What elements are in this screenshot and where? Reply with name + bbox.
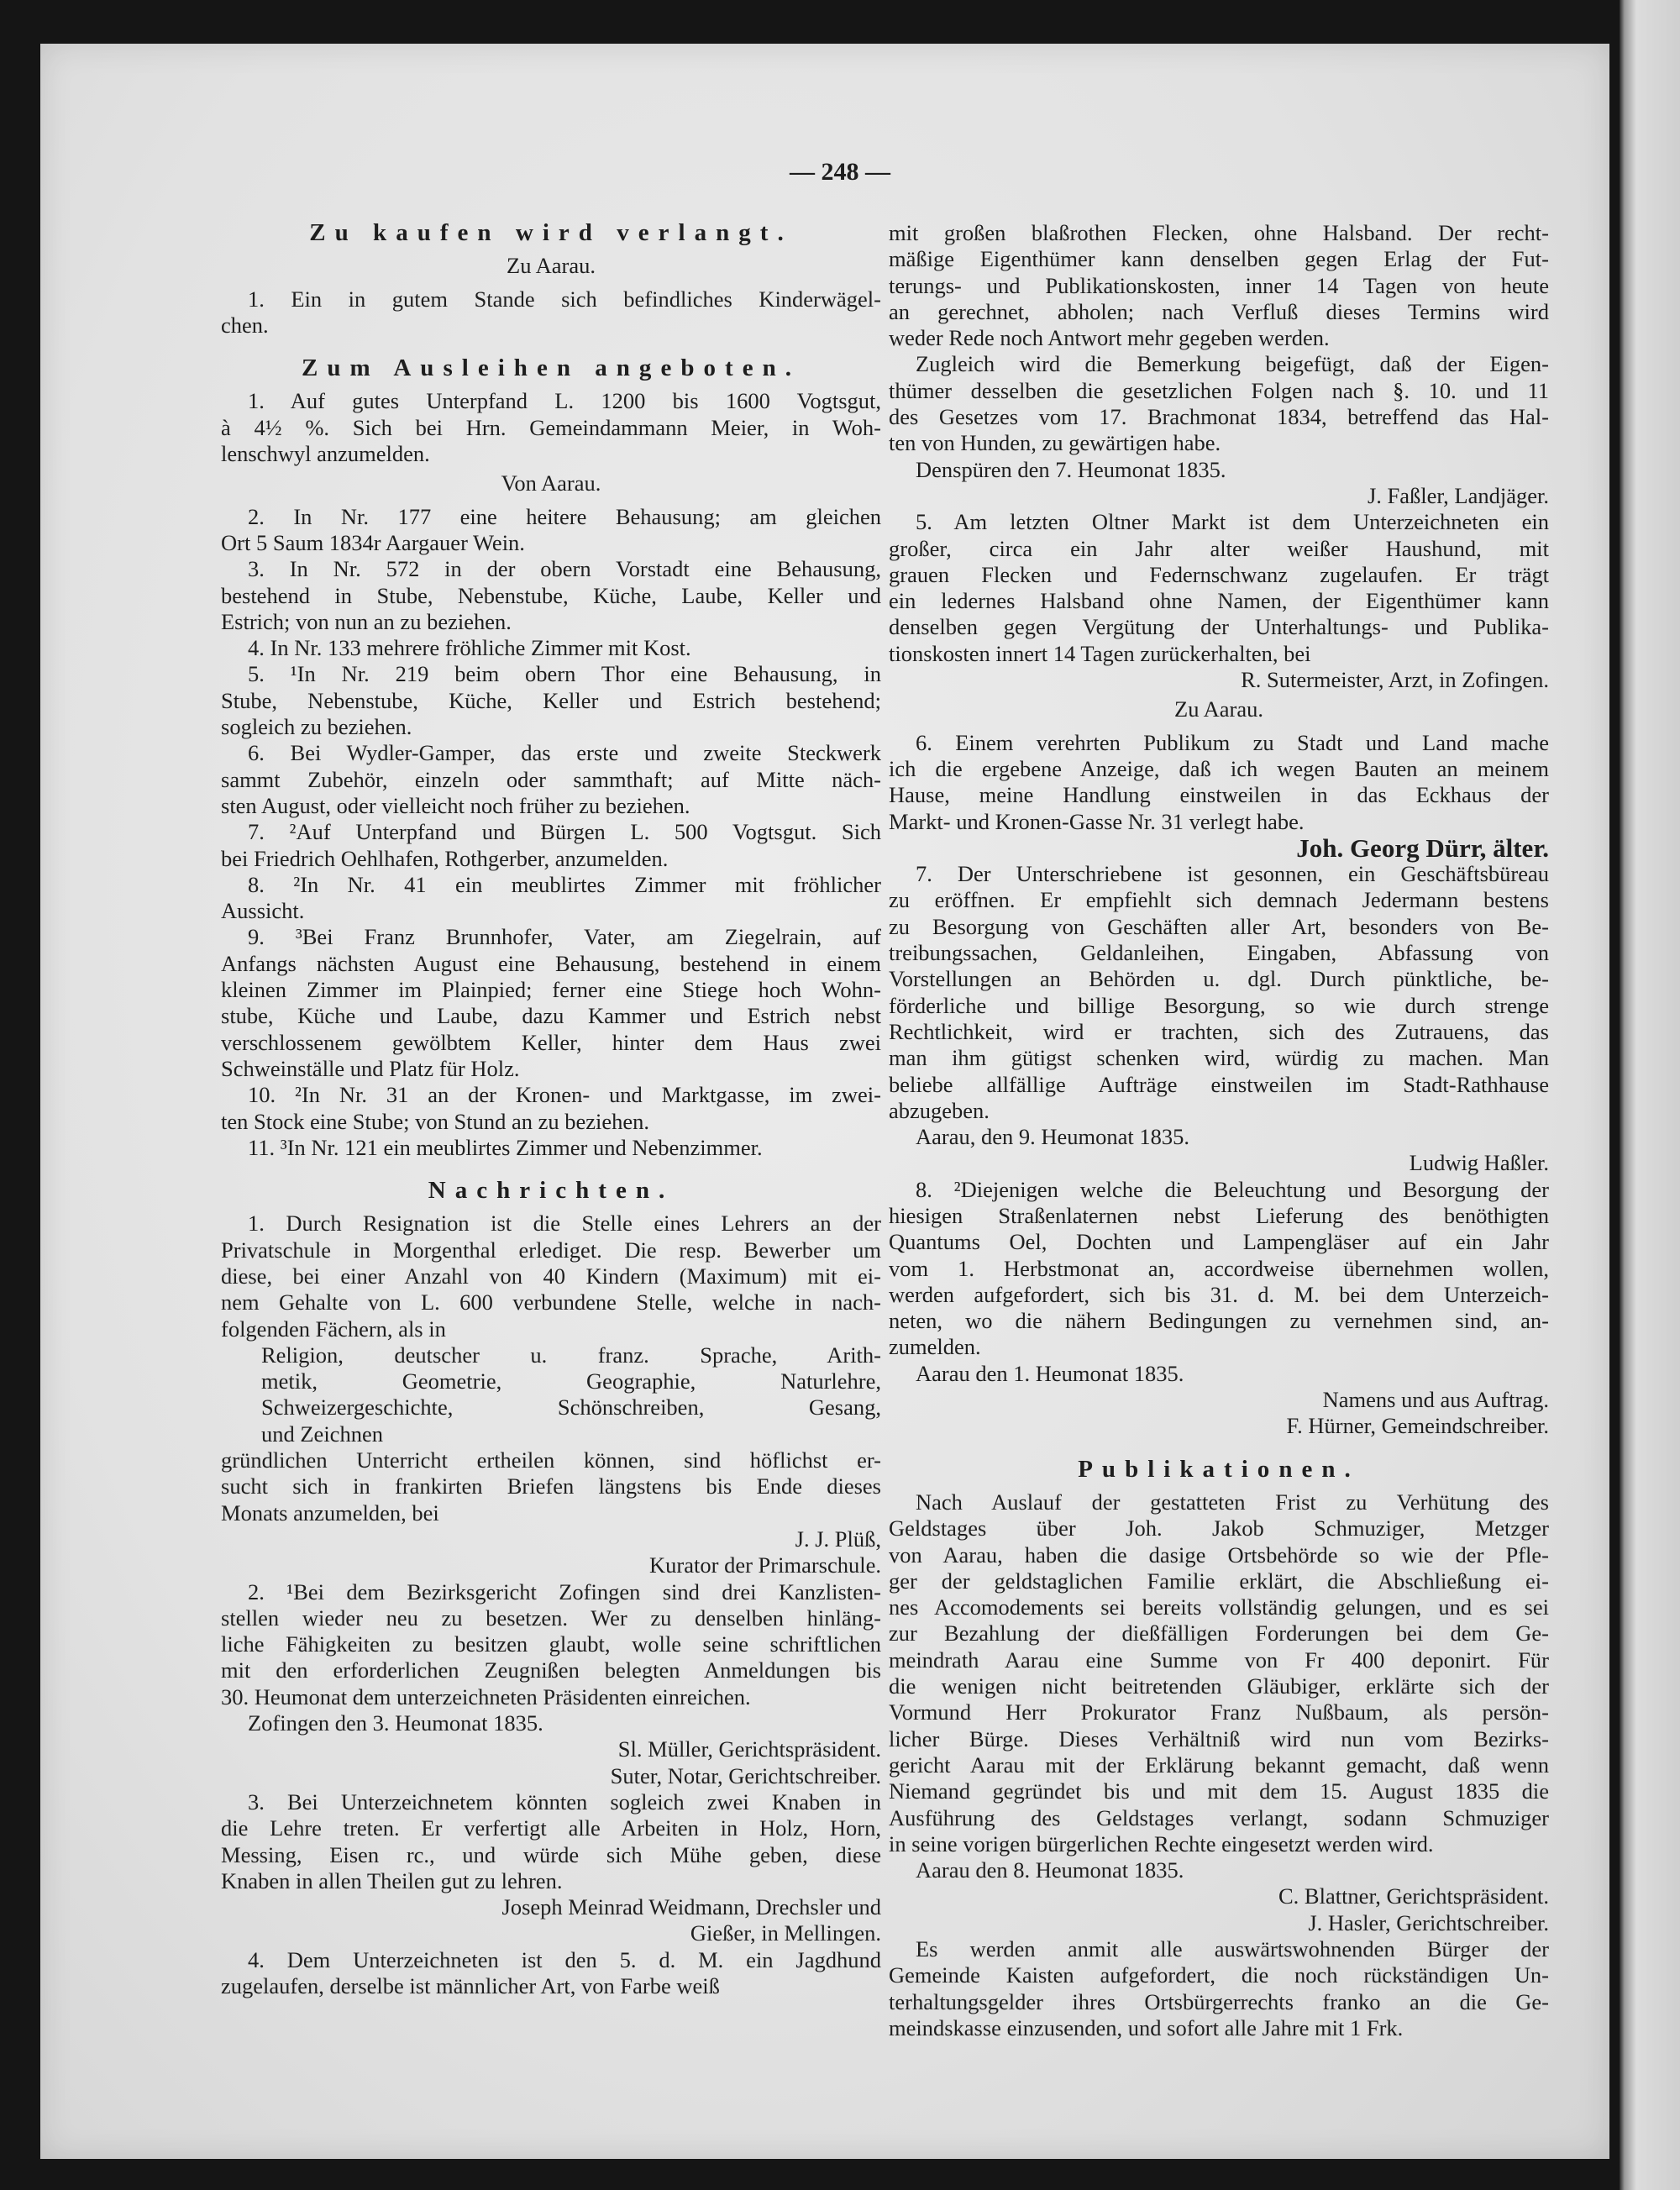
text-line: Vorstellungen an Behörden u. dgl. Durch pünktliche, be- — [889, 966, 1549, 992]
text-line: Monats anzumelden, bei — [221, 1499, 439, 1526]
text-line: 1. Durch Resignation ist die Stelle eines Lehrers an der — [248, 1211, 881, 1237]
text-line: metik, Geometrie, Geographie, Naturlehre, — [261, 1368, 881, 1394]
text-line: Quantums Oel, Dochten und Lampengläser auf ein Jahr — [889, 1229, 1549, 1255]
paragraph — [889, 509, 1549, 667]
text-line: mit großen blaßrothen Flecken, ohne Halsband. Der recht- — [889, 220, 1549, 245]
paragraph — [221, 556, 881, 635]
text-line: Es werden anmit alle auswärtswohnenden Bürger der — [916, 1936, 1549, 1962]
sig — [221, 1894, 881, 1947]
paragraph — [889, 861, 1549, 1124]
text-line: ein ledernes Halsband ohne Namen, der Eigenthümer kann — [889, 588, 1549, 614]
heading — [221, 355, 881, 381]
text-line: Ausführung des Geldstages verlangt, sodann Schmuziger — [889, 1804, 1549, 1830]
heading — [221, 1178, 881, 1204]
text-line: Gemeinde Kaisten aufgefordert, die noch rückständigen Un- — [889, 1962, 1549, 1988]
text-line: Religion, deutscher u. franz. Sprache, Arith- — [261, 1342, 881, 1368]
sig — [889, 667, 1549, 693]
text-line: denselben gegen Vergütung der Unterhaltungs- und Publika- — [889, 614, 1549, 640]
text-line: Ludwig Haßler. — [1409, 1150, 1549, 1176]
text-line: 6. Einem verehrten Publikum zu Stadt und Land mache — [916, 729, 1549, 755]
text-line: zugelaufen, derselbe ist männlicher Art, von Farbe weiß — [221, 1973, 720, 1998]
text-line: 9. ³Bei Franz Brunnhofer, Vater, am Ziegelrain, auf — [248, 924, 881, 950]
text-line: Gießer, in Mellingen. — [690, 1920, 881, 1946]
text-line: 5. Am letzten Oltner Markt ist dem Unterzeichneten ein — [916, 509, 1549, 535]
text-line: nes Accomodements sei bereits vollständig gelungen, und es sei — [889, 1594, 1549, 1620]
text-line: Niemand gegründet bis und mit dem 15. August 1835 die — [889, 1778, 1549, 1804]
text-line: sammt Zubehör, einzeln oder sammthaft; auf Mitte näch- — [221, 766, 881, 792]
text-line: man ihm gütigst schenken wird, würdig zu machen. Man — [889, 1045, 1549, 1071]
sigbig — [889, 832, 1549, 863]
indent — [221, 1342, 881, 1447]
text-line: Knaben in allen Theilen gut zu lehren. — [221, 1867, 563, 1893]
text-line: 1. Auf gutes Unterpfand L. 1200 bis 1600 Vogtsgut, — [248, 388, 881, 414]
text-line: Anfangs nächsten August eine Behausung, bestehend in einem — [221, 950, 881, 976]
text-line: Aarau den 1. Heumonat 1835. — [916, 1360, 1184, 1386]
text-line: 2. ¹Bei dem Bezirksgericht Zofingen sind drei Kanzlisten- — [248, 1578, 881, 1604]
text-line: Aarau, den 9. Heumonat 1835. — [916, 1124, 1190, 1150]
text-line: Markt- und Kronen-Gasse Nr. 31 verlegt habe. — [889, 808, 1305, 834]
text-line: Schweizergeschichte, Schönschreiben, Gesang, — [261, 1394, 881, 1421]
text-line: terungs- und Publikationskosten, inner 14 Tagen von heute — [889, 272, 1549, 298]
text-line: R. Sutermeister, Arzt, in Zofingen. — [1241, 667, 1549, 693]
text-line: sten August, oder vielleicht noch früher zu beziehen. — [221, 792, 690, 818]
date — [889, 457, 1549, 483]
text-line: bei Friedrich Oehlhafen, Rothgerber, anzumelden. — [221, 845, 669, 871]
text-line: tionskosten innert 14 Tagen zurückerhalten, bei — [889, 640, 1311, 666]
text-line: Zum Ausleihen angeboten. — [301, 354, 801, 382]
text-line: von Aarau, haben die dasige Ortsbehörde so wie der Pfle- — [889, 1541, 1549, 1568]
sig — [221, 1526, 881, 1579]
date — [889, 1361, 1549, 1387]
paragraph — [889, 1936, 1549, 2041]
text-line: Denspüren den 7. Heumonat 1835. — [916, 456, 1226, 482]
text-line: weder Rede noch Antwort mehr gegeben werden. — [889, 325, 1330, 351]
text-line: Ort 5 Saum 1834r Aargauer Wein. — [221, 529, 525, 555]
paragraph — [221, 504, 881, 557]
text-line: gericht Aarau mit der Erklärung bekannt gemacht, daß wenn — [889, 1751, 1549, 1778]
text-line: folgenden Fächern, als in — [221, 1316, 446, 1342]
paragraph — [889, 351, 1549, 456]
text-line: Aussicht. — [221, 898, 305, 924]
text-line: Publikationen. — [1078, 1455, 1360, 1483]
text-line: bestehend in Stube, Nebenstube, Küche, Laube, Keller und — [221, 582, 881, 608]
text-line: 4. In Nr. 133 mehrere fröhliche Zimmer mit Kost. — [248, 635, 691, 661]
text-line: chen. — [221, 312, 269, 338]
text-line: sucht sich in frankirten Briefen längstens bis Ende dieses — [221, 1473, 881, 1499]
text-line: meindskasse einzusenden, und sofort alle Jahre mit 1 Frk. — [889, 2014, 1404, 2040]
text-line: 8. ²In Nr. 41 ein meublirtes Zimmer mit fröhlicher — [248, 871, 881, 897]
text-line: hiesigen Straßenlaternen nebst Lieferung des benöthigten — [889, 1202, 1549, 1228]
paragraph — [221, 1211, 881, 1342]
text-line: diese, bei einer Anzahl von 40 Kindern (Maximum) mit ei- — [221, 1263, 881, 1289]
text-line: J. Hasler, Gerichtschreiber. — [1308, 1909, 1549, 1935]
sig — [889, 483, 1549, 509]
text-line: die Lehre treten. Er verfertigt alle Arbeiten in Holz, Horn, — [221, 1815, 881, 1841]
paragraph — [221, 1947, 881, 2000]
page-number: — 248 — — [790, 158, 890, 186]
text-line: Vormund Herr Prokurator Franz Nußbaum, als persön- — [889, 1699, 1549, 1725]
text-line: F. Hürner, Gemeindschreiber. — [1286, 1413, 1549, 1439]
text-line: Privatschule in Morgenthal erlediget. Die resp. Bewerber um — [221, 1237, 881, 1263]
text-line: beliebe allfällige Aufträge einstweilen im Stadt-Rathhause — [889, 1071, 1549, 1097]
text-line: 3. Bei Unterzeichnetem könnten sogleich zwei Knaben in — [248, 1788, 881, 1814]
text-line: Namens und aus Auftrag. — [1322, 1387, 1549, 1413]
sig — [889, 1150, 1549, 1176]
text-line: Von Aarau. — [501, 470, 601, 496]
text-line: terhaltungsgelder ihres Ortsbürgerrechts franko an die Ge- — [889, 1988, 1549, 2014]
text-line: zu eröffnen. Er empfiehlt sich demnach Jedermann bestens — [889, 887, 1549, 913]
text-line: treibungssachen, Geldanleihen, Eingaben, Abfassung von — [889, 940, 1549, 966]
sig — [221, 1736, 881, 1789]
text-line: 7. Der Unterschriebene ist gesonnen, ein Geschäftsbüreau — [916, 861, 1549, 887]
text-line: in seine vorigen bürgerlichen Rechte eingesetzt werden wird. — [889, 1830, 1434, 1857]
paragraph — [889, 1177, 1549, 1361]
text-line: Rechtlichkeit, wird er trachten, sich des Zutrauens, das — [889, 1018, 1549, 1044]
text-line: abzugeben. — [889, 1097, 990, 1123]
text-line: großer, circa ein Jahr alter weißer Haushund, mit — [889, 535, 1549, 561]
paragraph — [221, 388, 881, 467]
date — [889, 1857, 1549, 1883]
text-line: mäßige Eigenthümer kann denselben gegen Erlag der Fut- — [889, 246, 1549, 272]
text-line: Joseph Meinrad Weidmann, Drechsler und — [501, 1894, 881, 1920]
subheading — [221, 470, 881, 496]
text-line: 7. ²Auf Unterpfand und Bürgen L. 500 Vogtsgut. Sich — [248, 819, 881, 845]
paragraph — [889, 730, 1549, 835]
text-line: Zu Aarau. — [507, 253, 596, 279]
text-line: und Zeichnen — [261, 1421, 383, 1447]
adjacent-page-edge — [1620, 0, 1680, 2190]
paragraph — [221, 286, 881, 339]
right-column — [889, 220, 1549, 2041]
text-line: zumelden. — [889, 1334, 981, 1360]
text-line: Zofingen den 3. Heumonat 1835. — [248, 1710, 543, 1736]
text-line: vom 1. Herbstmonat an, accordweise übernehmen wollen, — [889, 1255, 1549, 1281]
text-line: förderliche und billige Besorgung, so wie durch strenge — [889, 992, 1549, 1018]
text-line: werden aufgefordert, sich bis 31. d. M. bei dem Unterzeich- — [889, 1281, 1549, 1307]
subheading — [889, 696, 1549, 722]
paragraph — [221, 1082, 881, 1135]
sig — [889, 1883, 1549, 1936]
text-line: Zu Aarau. — [1174, 696, 1263, 722]
text-line: des Gesetzes vom 17. Brachmonat 1834, betreffend das Hal- — [889, 404, 1549, 430]
paragraph — [889, 1489, 1549, 1857]
text-line: Stube, Nebenstube, Küche, Keller und Estrich bestehend; — [221, 687, 881, 713]
text-line: ger der geldstaglichen Familie erklärt, die Abschließung ei- — [889, 1568, 1549, 1594]
text-line: Hause, meine Handlung einstweilen in das Eckhaus der — [889, 782, 1549, 808]
text-line: sogleich zu beziehen. — [221, 714, 412, 740]
text-line: mit den erforderlichen Zeugnißen belegten Anmeldungen bis — [221, 1657, 881, 1683]
text-line: Nach Auslauf der gestatteten Frist zu Verhütung des — [916, 1489, 1549, 1515]
text-line: zur Bezahlung der dießfälligen Forderungen bei dem Ge- — [889, 1620, 1549, 1646]
text-line: stube, Küche und Laube, dazu Kammer und Estrich nebst — [221, 1003, 881, 1029]
text-line: Estrich; von nun an zu beziehen. — [221, 608, 512, 634]
text-line: grauen Flecken und Federnschwanz zugelaufen. Er trägt — [889, 561, 1549, 587]
heading — [889, 1457, 1549, 1483]
text-line: 2. In Nr. 177 eine heitere Behausung; am gleichen — [248, 503, 881, 529]
text-line: Suter, Notar, Gerichtschreiber. — [610, 1762, 881, 1788]
text-line: 11. ³In Nr. 121 ein meublirtes Zimmer und Nebenzimmer. — [248, 1134, 763, 1160]
text-line: zu Besorgung von Geschäften aller Art, besonders von Be- — [889, 913, 1549, 939]
paragraph — [221, 1789, 881, 1894]
text-line: 6. Bei Wydler-Gamper, das erste und zweite Steckwerk — [248, 740, 881, 766]
text-line: à 4½ %. Sich bei Hrn. Gemeindammann Meier, in Woh- — [221, 414, 881, 440]
paragraph — [221, 1579, 881, 1710]
text-line: 4. Dem Unterzeichneten ist den 5. d. M. ein Jagdhund — [248, 1946, 881, 1972]
text-line: ich die ergebene Anzeige, daß ich wegen Bauten an meinem — [889, 755, 1549, 781]
paragraph — [221, 740, 881, 819]
text-line: 8. ²Diejenigen welche die Beleuchtung und Besorgung der — [916, 1176, 1549, 1202]
text-line: 30. Heumonat dem unterzeichneten Präsidenten einreichen. — [221, 1683, 751, 1709]
paragraph — [221, 1135, 881, 1161]
date — [221, 1710, 881, 1736]
text-line: 1. Ein in gutem Stande sich befindliches Kinderwägel- — [248, 286, 881, 312]
text-line: Geldstages über Joh. Jakob Schmuziger, Metzger — [889, 1515, 1549, 1541]
text-line: Messing, Eisen rc., und würde sich Mühe geben, diese — [221, 1841, 881, 1867]
text-line: 3. In Nr. 572 in der obern Vorstadt eine Behausung, — [248, 556, 881, 582]
subheading — [221, 253, 881, 279]
text-line: lenschwyl anzumelden. — [221, 441, 430, 467]
text-line: thümer desselben die gesetzlichen Folgen nach §. 10. und 11 — [889, 377, 1549, 403]
text-line: Joh. Georg Dürr, älter. — [1296, 832, 1549, 863]
text-line: ten Stock eine Stube; von Stund an zu beziehen. — [221, 1108, 650, 1134]
paragraph — [221, 661, 881, 740]
text-line: nem Gehalte von L. 600 verbundene Stelle, welche in nach- — [221, 1289, 881, 1316]
sig — [889, 1387, 1549, 1440]
text-line: C. Blattner, Gerichtspräsident. — [1278, 1883, 1549, 1909]
text-line: die wenigen nicht beitretenden Gläubiger, erklärte sich der — [889, 1673, 1549, 1699]
text-line: Zugleich wird die Bemerkung beigefügt, daß der Eigen- — [916, 351, 1549, 377]
left-column — [221, 220, 881, 1999]
date — [889, 1124, 1549, 1150]
heading — [221, 220, 881, 246]
paragraph — [221, 635, 881, 661]
paragraph — [221, 819, 881, 872]
text-line: gründlichen Unterricht ertheilen können, sind höflichst er- — [221, 1447, 881, 1473]
paragraph — [221, 924, 881, 1082]
text-line: 5. ¹In Nr. 219 beim obern Thor eine Behausung, in — [248, 661, 881, 687]
text-line: liche Fähigkeiten zu besitzen glaubt, wolle seine schriftlichen — [221, 1631, 881, 1657]
paragraph — [221, 1447, 881, 1526]
text-line: Aarau den 8. Heumonat 1835. — [916, 1857, 1184, 1883]
paragraph — [889, 220, 1549, 351]
text-line: verschlossenem gewölbtem Keller, hinter dem Haus zwei — [221, 1029, 881, 1055]
text-line: neten, wo die nähern Bedingungen zu vernehmen sind, an- — [889, 1308, 1549, 1334]
text-line: ten von Hunden, zu gewärtigen habe. — [889, 430, 1221, 456]
text-line: kleinen Zimmer im Plainpied; ferner eine Stiege hoch Wohn- — [221, 977, 881, 1003]
text-line: Kurator der Primarschule. — [649, 1552, 881, 1578]
text-line: licher Bürge. Dieses Verhältniß wird nun vom Bezirks- — [889, 1725, 1549, 1751]
text-line: J. Faßler, Landjäger. — [1367, 482, 1549, 508]
text-line: Schweinställe und Platz für Holz. — [221, 1055, 520, 1081]
text-line: Sl. Müller, Gerichtspräsident. — [617, 1736, 881, 1762]
text-line: 10. ²In Nr. 31 an der Kronen- und Marktgasse, im zwei- — [248, 1082, 881, 1108]
text-line: stellen wieder neu zu besetzen. Wer zu denselben hinläng- — [221, 1604, 881, 1631]
text-line: meindrath Aarau eine Summe von Fr 400 deponirt. Für — [889, 1646, 1549, 1673]
text-line: an gerechnet, abholen; nach Verfluß dieses Termins wird — [889, 298, 1549, 324]
text-line: J. J. Plüß, — [795, 1526, 881, 1552]
text-line: Zu kaufen wird verlangt. — [309, 219, 793, 246]
text-line: Nachrichten. — [428, 1177, 675, 1205]
paragraph — [221, 872, 881, 925]
